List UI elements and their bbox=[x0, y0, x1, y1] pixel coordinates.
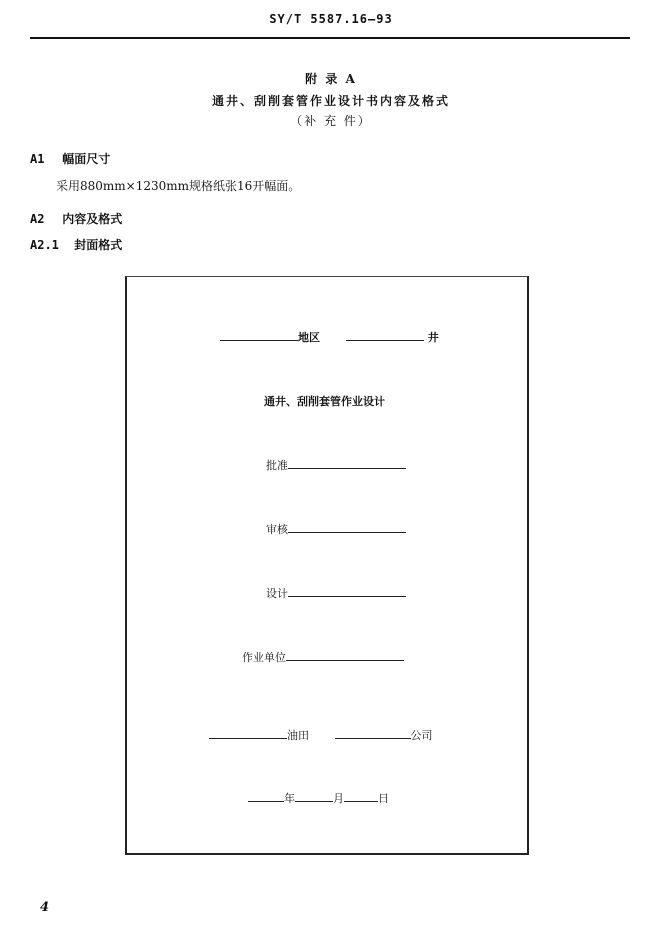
company-blank bbox=[335, 728, 411, 739]
oilfield-suffix: 油田 bbox=[287, 729, 309, 742]
region-well-line bbox=[220, 329, 439, 345]
section-a1-title: 幅面尺寸 bbox=[62, 152, 111, 166]
section-a21-title: 封面格式 bbox=[74, 238, 123, 252]
section-a2-number: A2 bbox=[30, 212, 45, 226]
well-suffix: 井 bbox=[427, 331, 439, 344]
oilfield-blank bbox=[209, 728, 287, 739]
appendix-title: 通井、刮削套管作业设计书内容及格式 bbox=[211, 94, 450, 108]
unit-blank bbox=[286, 650, 404, 661]
section-a21-heading bbox=[30, 236, 122, 253]
month-label: 月 bbox=[333, 792, 344, 805]
approve-label: 批准 bbox=[266, 459, 288, 472]
unit-line bbox=[242, 649, 404, 665]
review-line bbox=[266, 521, 406, 537]
day-label: 日 bbox=[378, 792, 389, 805]
approve-line bbox=[266, 457, 406, 473]
design-line bbox=[266, 585, 406, 601]
cover-template-frame bbox=[125, 276, 529, 855]
design-label: 设计 bbox=[266, 587, 288, 600]
section-a2-title: 内容及格式 bbox=[62, 212, 123, 226]
unit-label: 作业单位 bbox=[242, 651, 286, 664]
section-a1-heading bbox=[30, 150, 110, 167]
section-a1-number: A1 bbox=[30, 152, 45, 166]
region-blank bbox=[220, 330, 298, 341]
review-label: 审核 bbox=[266, 523, 288, 536]
year-blank bbox=[248, 791, 284, 802]
year-label: 年 bbox=[284, 792, 295, 805]
date-line bbox=[248, 790, 389, 806]
header-rule bbox=[30, 37, 630, 39]
page-number: 4 bbox=[40, 900, 50, 915]
section-a1-body: 采用880mm×1230mm规格纸张16开幅面。 bbox=[56, 179, 301, 193]
day-blank bbox=[344, 791, 378, 802]
section-a2-heading bbox=[30, 210, 122, 227]
review-blank bbox=[288, 522, 406, 533]
approve-blank bbox=[288, 458, 406, 469]
region-suffix: 地区 bbox=[298, 331, 320, 344]
cover-title: 通井、刮削套管作业设计 bbox=[264, 395, 385, 408]
standard-code: SY/T 5587.16—93 bbox=[269, 12, 393, 26]
well-blank bbox=[346, 330, 424, 341]
section-a21-number: A2.1 bbox=[30, 238, 59, 252]
appendix-subtitle: （补 充 件） bbox=[290, 114, 372, 128]
design-blank bbox=[288, 586, 406, 597]
month-blank bbox=[295, 791, 333, 802]
oilfield-company-line bbox=[209, 727, 433, 743]
company-suffix: 公司 bbox=[410, 729, 433, 742]
appendix-label: 附 录 A bbox=[305, 72, 357, 86]
